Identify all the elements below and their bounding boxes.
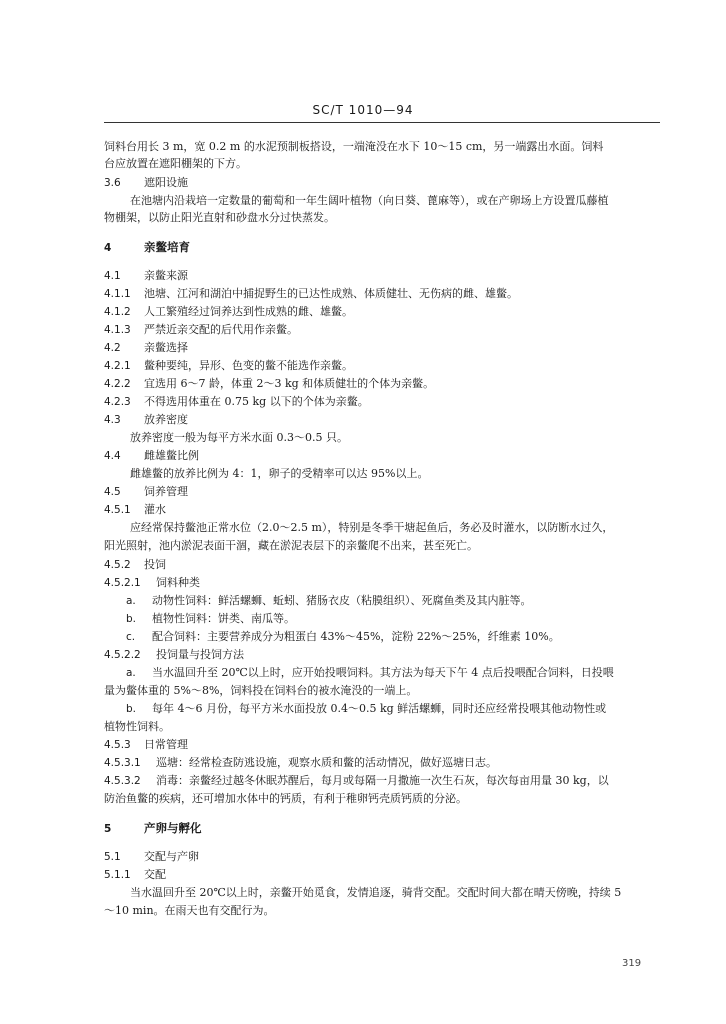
clause-line: 4.5.3.1 巡塘：经常检查防逃设施，观察水质和鳖的活动情况，做好巡塘日志。	[104, 756, 497, 769]
clause-line: 4.5.3 日常管理	[104, 738, 188, 751]
subsection-heading: 4.4 雌雄鳖比例	[104, 449, 199, 462]
clause-line: 4.2.1 鳖种要纯，异形、色变的鳖不能选作亲鳖。	[104, 359, 353, 372]
page-number: 319	[622, 958, 642, 969]
clause-line: 4.2.3 不得选用体重在 0.75 kg 以下的个体为亲鳖。	[104, 395, 369, 408]
subsection-heading: 4.1 亲鳖来源	[104, 269, 188, 282]
text-line: 台应放置在遮阳棚架的下方。	[104, 157, 247, 170]
text-line: 饲料台用长 3 m，宽 0.2 m 的水泥预制板搭设，一端淹没在水下 10～15 cm，另一端露出水面。饲料	[104, 140, 604, 153]
subsection-heading: 4.3 放养密度	[104, 413, 188, 426]
clause-line: 4.5.2.2 投饲量与投饲方法	[104, 648, 244, 661]
clause-line: 4.1.1 池塘、江河和湖泊中捕捉野生的已达性成熟、体质健壮、无伤病的雌、雄鳖。	[104, 287, 518, 300]
list-item: a. 当水温回升至 20℃以上时，应开始投喂饲料。其方法为每天下午 4 点后投喂配合饲料，日投喂	[126, 666, 614, 679]
subsection-heading: 3.6 遮阳设施	[104, 176, 188, 189]
list-item: b. 植物性饲料：饼类、南瓜等。	[126, 612, 295, 625]
text-line: 植物性饲料。	[104, 720, 170, 733]
section-heading: 5 产卵与孵化	[104, 821, 202, 835]
text-line: 应经常保持鳖池正常水位（2.0～2.5 m），特别是冬季干塘起鱼后，务必及时灌水，以防断水过久，	[130, 521, 614, 534]
subsection-heading: 5.1 交配与产卵	[104, 850, 199, 863]
clause-line: 4.5.1 灌水	[104, 503, 166, 516]
text-line: 物棚架，以防止阳光直射和砂盘水分过快蒸发。	[104, 211, 335, 224]
clause-line: 4.5.2.1 饲料种类	[104, 576, 200, 589]
clause-line: 5.1.1 交配	[104, 868, 166, 881]
list-item: a. 动物性饲料：鲜活螺蛳、蚯蚓、猪肠衣皮（粘膜组织）、死腐鱼类及其内脏等。	[126, 594, 532, 607]
subsection-heading: 4.2 亲鳖选择	[104, 341, 188, 354]
list-item: b. 每年 4～6 月份，每平方米水面投放 0.4～0.5 kg 鲜活螺蛳，同时还应经常投喂其他动物性或	[126, 702, 607, 715]
text-line: 量为鳖体重的 5%～8%，饲料投在饲料台的被水淹没的一端上。	[104, 684, 418, 697]
text-line: 放养密度一般为每平方米水面 0.3～0.5 只。	[130, 431, 348, 444]
clause-line: 4.1.2 人工繁殖经过饲养达到性成熟的雌、雄鳖。	[104, 305, 353, 318]
text-line: 防治鱼鳖的疾病，还可增加水体中的钙质，有利于稚卵钙壳质钙质的分泌。	[104, 792, 467, 805]
list-item: c. 配合饲料：主要营养成分为粗蛋白 43%～45%，淀粉 22%～25%，纤维素 10%。	[126, 630, 560, 643]
text-line: 在池塘内沿栽培一定数量的葡萄和一年生阔叶植物（向日葵、蓖麻等），或在产卵场上方设置瓜藤植	[130, 194, 609, 207]
subsection-heading: 4.5 饲养管理	[104, 485, 188, 498]
text-line: 雌雄鳖的放养比例为 4：1，卵子的受精率可以达 95%以上。	[130, 467, 429, 480]
header-rule	[104, 122, 660, 123]
page-header: SC/T 1010—94	[312, 103, 414, 117]
clause-line: 4.2.2 宜选用 6～7 龄，体重 2～3 kg 和体质健壮的个体为亲鳖。	[104, 377, 435, 390]
clause-line: 4.5.2 投饲	[104, 558, 166, 571]
clause-line: 4.1.3 严禁近亲交配的后代用作亲鳖。	[104, 323, 298, 336]
text-line: ～10 min。在雨天也有交配行为。	[104, 904, 275, 917]
text-line: 当水温回升至 20℃以上时，亲鳖开始觅食，发情追逐，骑背交配。交配时间大都在晴天傍晚，持续 5	[130, 886, 622, 899]
section-heading: 4 亲鳖培育	[104, 240, 190, 254]
text-line: 阳光照射，池内淤泥表面干涸，藏在淤泥表层下的亲鳖爬不出来，甚至死亡。	[104, 539, 478, 552]
clause-line: 4.5.3.2 消毒：亲鳖经过越冬休眠苏醒后，每月或每隔一月撒施一次生石灰，每次每亩用量 30 kg，以	[104, 774, 609, 787]
